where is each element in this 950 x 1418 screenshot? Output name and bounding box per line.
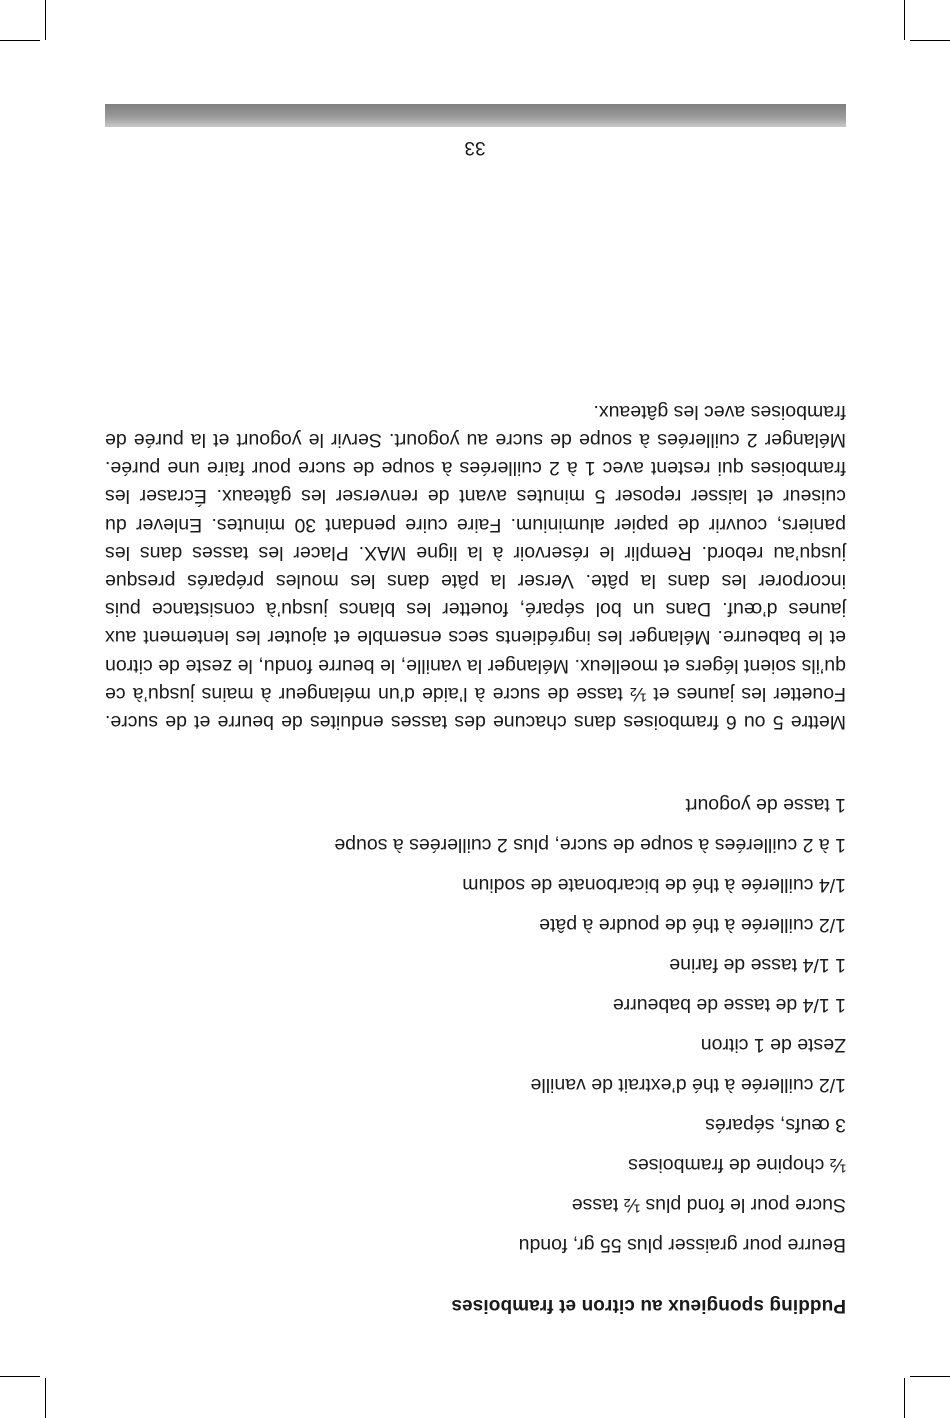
crop-mark: [0, 40, 40, 41]
page-number: 33: [464, 137, 486, 158]
ingredient-item: 1/2 cuillerée à thé d’extrait de vanille: [530, 1074, 846, 1096]
ingredient-list: [105, 776, 846, 1256]
ingredient-item: 3 œufs, séparés: [705, 1114, 846, 1136]
ingredient-item: ½ chopine de framboises: [628, 1154, 846, 1176]
ingredient-item: Zeste de 1 citron: [700, 1034, 846, 1056]
method-paragraph: Mettre 5 ou 6 framboises dans chacune des tasses enduites de beurre et de sucre. Fouetter les jaunes et ½ tasse de sucre à l’aide d’un mélangeur à mains jusqu’à ce qu’ils soient légers et moelleux. Mélanger la vanille, le beurre fondu, le zeste de citron et le babeurre. Mélanger les ingrédients secs ensemble et ajouter les lentement aux jaunes d’œuf. Dans un bol séparé, fouetter les blancs jusqu’à consistance puis incorporer les dans la pâte. Verser la pâte dans les moules préparés presque jusqu’au rebord. Remplir le réservoir à la ligne MAX. Placer les tasses dans les paniers, couvrir de papier aluminium. Faire cuire pendant 30 minutes. Enlever du cuiseur et laisser reposer 5 minutes avant de renverser les gâteaux. Écraser les framboises qui restent avec 1 à 2 cuillerées à soupe de sucre pour faire une purée. Mélanger 2 cuillerées à soupe de sucre au yogourt. Servir le yogourt et la purée de framboises avec les gâteaux.: [105, 400, 846, 733]
ingredient-item: 1 1/4 tasse de farine: [669, 954, 846, 976]
ingredient-item: 1/2 cuillerée à thé de poudre à pâte: [539, 914, 846, 936]
recipe-content: [105, 398, 846, 1316]
crop-mark: [904, 1378, 905, 1418]
ingredient-item: 1 tasse de yogourt: [685, 794, 846, 816]
crop-mark: [45, 0, 46, 40]
ingredient-item: 1 1/4 de tasse de babeurre: [612, 994, 846, 1016]
recipe-title: Pudding spongieux au citron et framboises: [451, 1295, 846, 1316]
ingredient-item: 1 à 2 cuillerées à soupe de sucre, plus 2 cuillerées à soupe: [334, 834, 846, 856]
crop-mark: [0, 1376, 40, 1377]
crop-mark: [910, 40, 950, 41]
crop-mark: [904, 0, 905, 40]
header-bar: [105, 104, 846, 127]
ingredient-item: Sucre pour le fond plus ½ tasse: [571, 1194, 846, 1216]
crop-mark: [910, 1376, 950, 1377]
ingredient-item: Beurre pour graisser plus 55 gr, fondu: [518, 1234, 846, 1256]
ingredient-item: 1/4 cuillerée à thé de bicarbonate de sodium: [462, 874, 846, 896]
crop-mark: [45, 1378, 46, 1418]
